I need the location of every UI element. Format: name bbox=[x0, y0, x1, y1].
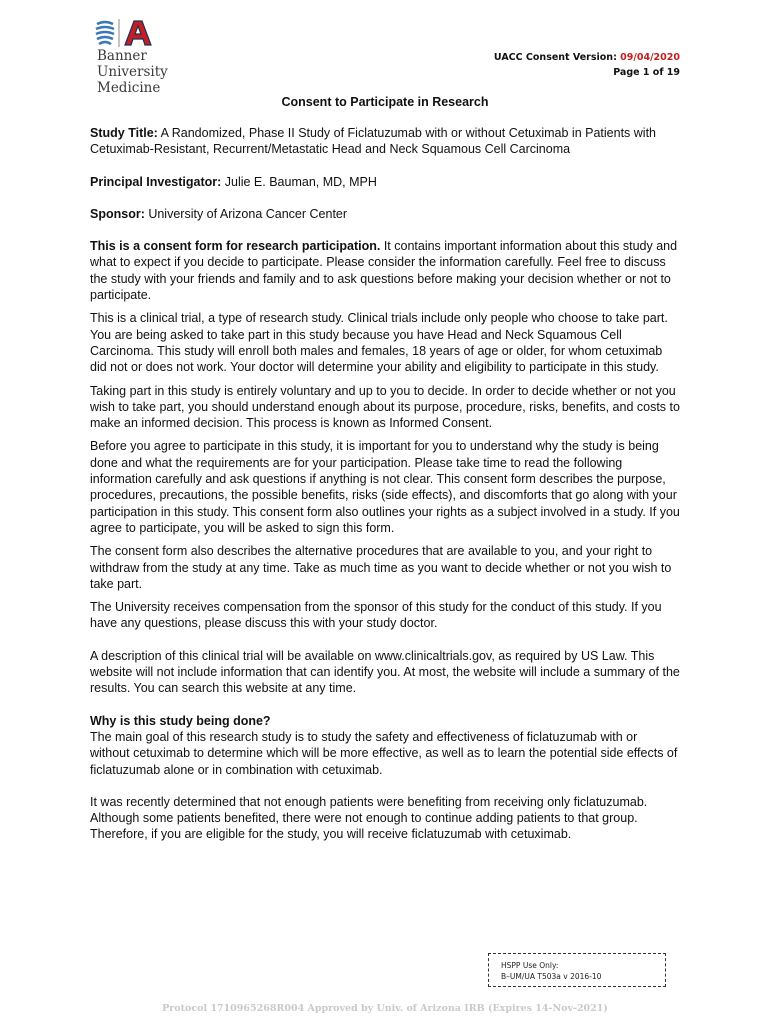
voluntary-paragraph: Taking part in this study is entirely voluntary and up to you to decide. In order to decide whether or not you wish to take part, you should understand enough about its purpose, procedure, risks, benefits, and costs to make an informed decision. This process is known as Informed Consent. bbox=[90, 383, 680, 431]
consent-lead: This is a consent form for research participation. bbox=[90, 239, 381, 254]
logo-line-banner: Banner bbox=[97, 48, 147, 64]
pi-text: Julie E. Bauman, MD, MPH bbox=[221, 174, 377, 189]
version-line bbox=[494, 50, 680, 65]
page-number: Page 1 of 19 bbox=[613, 67, 680, 78]
study-title-text: A Randomized, Phase II Study of Ficlatuzumab with or without Cetuximab in Patients with Cetuximab-Resistant, Recurrent/Metastatic Head and Neck Squamous Cell Carcinoma bbox=[90, 126, 657, 157]
protocol-approval-stamp: Protocol 1710965268R004 Approved by Univ. of Arizona IRB (Expires 14-Nov-2021) bbox=[162, 1003, 608, 1014]
why-study-section bbox=[90, 713, 680, 778]
banner-arizona-logo-icon bbox=[95, 18, 155, 48]
clinical-trial-paragraph: This is a clinical trial, a type of research study. Clinical trials include only people who choose to take part. You are being asked to take part in this study because you have Head and Neck Squamous Cell Carcinoma. This study will enroll both males and females, 18 years of age or older, for whom cetuximab did not or does not work. Your doctor will determine your ability and eligibility to participate in this study. bbox=[90, 311, 668, 375]
logo-line-um: University Medicine bbox=[97, 64, 168, 96]
logo-text bbox=[97, 48, 235, 96]
hspp-use-only-box bbox=[488, 953, 666, 987]
clinicaltrials-paragraph: A description of this clinical trial will be available on www.clinicaltrials.gov, as required by US Law. This website will not include information that can identify you. At most, the website will include a summary of the results. You can search this website at any time. bbox=[90, 648, 680, 696]
version-label: UACC Consent Version: bbox=[493, 52, 621, 63]
recent-determination-paragraph: It was recently determined that not enough patients were benefiting from receiving only ficlatuzumab. Although some patients benefited, there were not enough to continue adding patients to that group. Therefore, if you are eligible for the study, you will receive ficlatuzumab with cetuximab. bbox=[90, 794, 648, 842]
pi-label: Principal Investigator: bbox=[90, 174, 222, 189]
principal-investigator bbox=[90, 174, 680, 190]
consent-version-header bbox=[494, 50, 680, 80]
document-body bbox=[90, 125, 680, 850]
consent-text: It contains important information about this study and what to expect if you decide to participate. Please consider the information carefully. Feel free to discuss the study with your friends and family and to ask questions before making your decision whether or not to participate. bbox=[90, 239, 678, 303]
before-you-agree-paragraph: Before you agree to participate in this study, it is important for you to understand why the study is being done and what the requirements are for your participation. Please take time to read the following information carefully and ask questions if anything is not clear. This consent form describes the purpose, procedures, precautions, the possible benefits, risks (side effects), and discomforts that go along with your participation in this study. This consent form also outlines your rights as a subject involved in a study. If you agree to participate, you will be asked to sign this form. bbox=[90, 439, 680, 535]
consent-intro-paragraph bbox=[90, 238, 680, 303]
why-text: The main goal of this research study is to study the safety and effectiveness of ficlatuzumab with or without cetuximab to determine which will be more effective, as well as to learn the potential side effects of ficlatuzumab alone or in combination with cetuximab. bbox=[90, 729, 678, 777]
why-heading: Why is this study being done? bbox=[90, 713, 271, 728]
compensation-paragraph: The University receives compensation from the sponsor of this study for the conduct of this study. If you have any questions, please discuss this with your study doctor. bbox=[90, 600, 662, 631]
hspp-line2: B–UM/UA T503a v 2016-10 bbox=[501, 972, 602, 981]
page-title: Consent to Participate in Research bbox=[281, 95, 489, 109]
sponsor-label: Sponsor: bbox=[90, 206, 145, 221]
alternatives-paragraph: The consent form also describes the alternative procedures that are available to you, and your right to withdraw from the study at any time. Take as much time as you want to decide whether or not you wish to take part. bbox=[90, 544, 672, 591]
banner-um-logo bbox=[95, 18, 235, 96]
version-date: 09/04/2020 bbox=[620, 52, 680, 63]
sponsor bbox=[90, 206, 680, 222]
study-title-label: Study Title: bbox=[90, 126, 158, 140]
study-title bbox=[90, 125, 680, 158]
sponsor-text: University of Arizona Cancer Center bbox=[144, 206, 348, 221]
hspp-line1: HSPP Use Only: bbox=[501, 961, 559, 970]
